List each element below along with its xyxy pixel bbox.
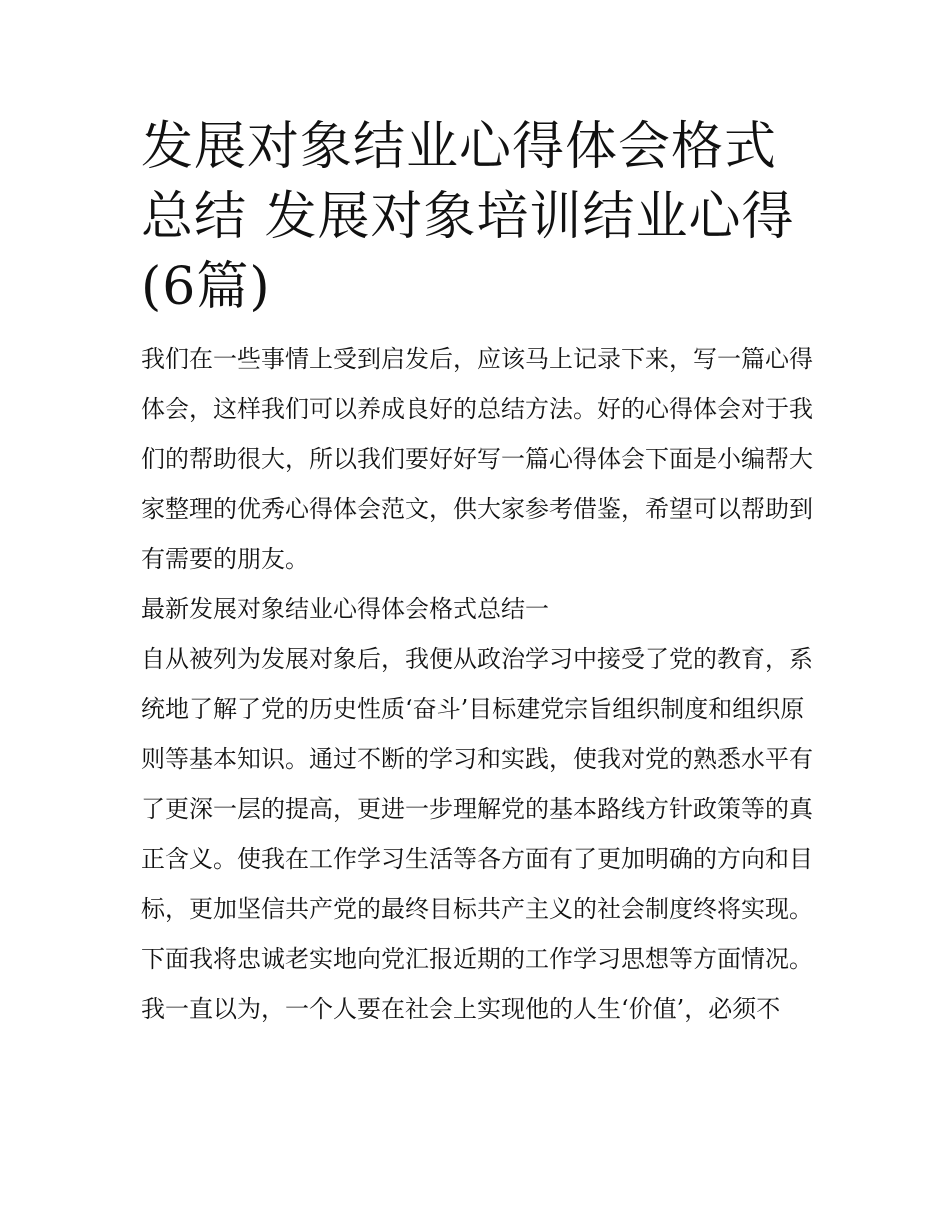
- section-heading: 最新发展对象结业心得体会格式总结一: [141, 595, 549, 623]
- intro-paragraph: 我们在一些事情上受到启发后，应该马上记录下来，写一篇心得体会，这样我们可以养成良好的总结方法。好的心得体会对于我们的帮助很大，所以我们要好好写一篇心得体会下面是小编帮大家整理的优秀心得体会范文，供大家参考借鉴，希望可以帮助到有需要的朋友。: [141, 345, 813, 573]
- document-title: 发展对象结业心得体会格式总结 发展对象培训结业心得(6篇): [141, 117, 795, 317]
- body-paragraph-2: 我一直以为，一个人要在社会上实现他的人生‘价值’，必须不: [141, 995, 781, 1023]
- body-paragraph-1: 自从被列为发展对象后，我便从政治学习中接受了党的教育，系统地了解了党的历史性质‘奋斗’目标建党宗旨组织制度和组织原则等基本知识。通过不断的学习和实践，使我对党的熟悉水平有了更深一层的提高，更进一步理解党的基本路线方针政策等的真正含义。使我在工作学习生活等各方面有了更加明确的方向和目标，更加坚信共产党的最终目标共产主义的社会制度终将实现。下面我将忠诚老实地向党汇报近期的工作学习思想等方面情况。: [141, 645, 813, 973]
- document-body: [141, 112, 821, 1034]
